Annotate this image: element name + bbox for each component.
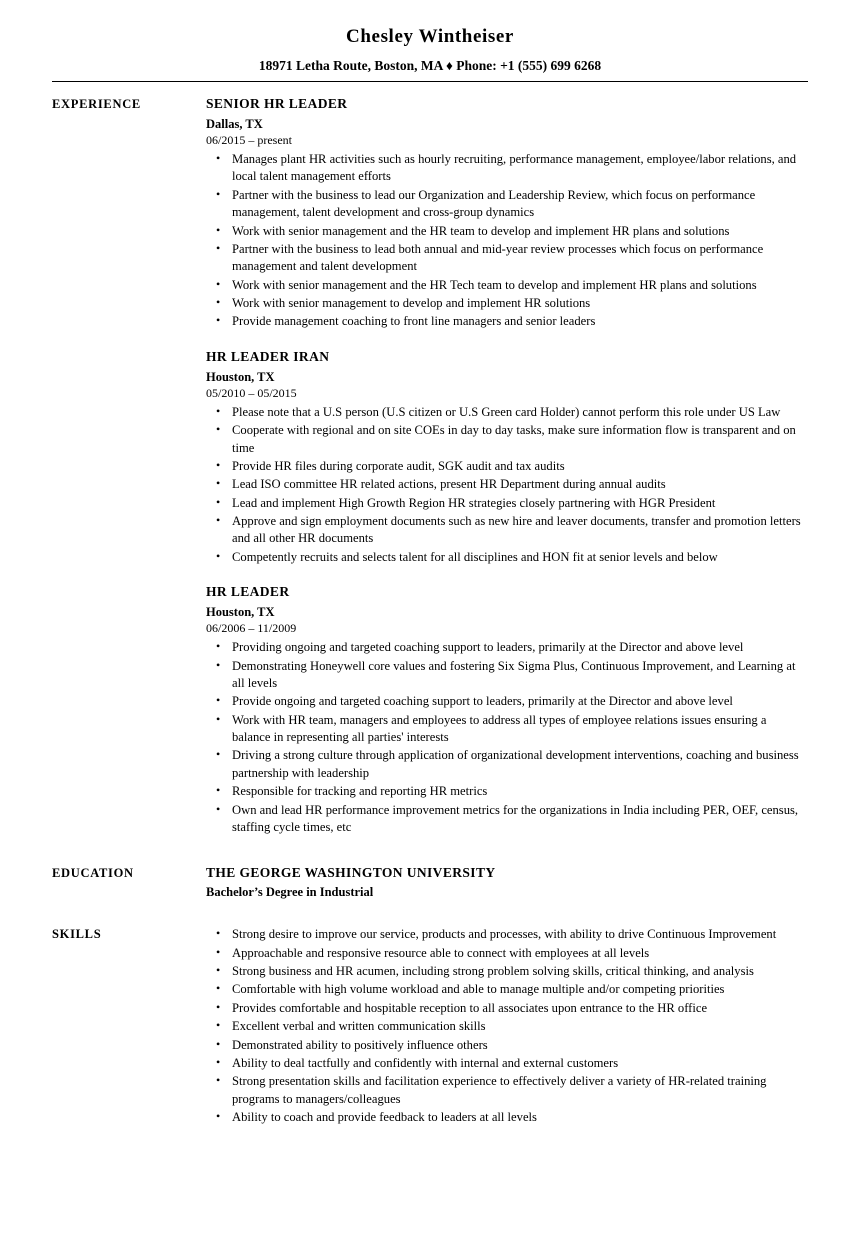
- bullet-item: • Manages plant HR activities such as hourly recruiting, performance management, employee/labor relations, and local talent management efforts: [206, 151, 808, 186]
- bullet-item: • Provide management coaching to front line managers and senior leaders: [206, 313, 808, 330]
- experience-body: [170, 96, 808, 837]
- bullet-item: • Providing ongoing and targeted coaching support to leaders, primarily at the Director and above level: [206, 639, 808, 656]
- bullet-item: • Provide HR files during corporate audit, SGK audit and tax audits: [206, 458, 808, 475]
- bullet-item: • Driving a strong culture through application of organizational development interventions, coaching and business partnership with leadership: [206, 747, 808, 782]
- bullet-item: • Partner with the business to lead our Organization and Leadership Review, which focus on performance management, talent development and cross-group dynamics: [206, 187, 808, 222]
- bullet-item: • Strong presentation skills and facilitation experience to effectively deliver a variety of HR-related training programs to managers/colleagues: [206, 1073, 808, 1108]
- bullet-item: • Strong desire to improve our service, products and processes, with ability to drive Continuous Improvement: [206, 926, 808, 943]
- section-label-experience: EXPERIENCE: [52, 97, 141, 111]
- education-school: THE GEORGE WASHINGTON UNIVERSITY: [206, 865, 496, 881]
- bullet-item: • Partner with the business to lead both annual and mid-year review processes which focus on performance management and talent development: [206, 241, 808, 276]
- bullet-item: • Please note that a U.S person (U.S citizen or U.S Green card Holder) cannot perform this role under US Law: [206, 404, 808, 421]
- bullet-item: • Strong business and HR acumen, including strong problem solving skills, critical thinking, and analysis: [206, 963, 808, 980]
- header-divider: [52, 81, 808, 82]
- bullet-item: • Cooperate with regional and on site COEs in day to day tasks, make sure information flow is transparent and on time: [206, 422, 808, 457]
- candidate-contact: 18971 Letha Route, Boston, MA ♦ Phone: +1 (555) 699 6268: [258, 58, 602, 73]
- job-entry: [206, 584, 808, 836]
- section-label-skills: SKILLS: [52, 927, 102, 942]
- bullet-item: • Demonstrating Honeywell core values and fostering Six Sigma Plus, Continuous Improvement, and Learning at all levels: [206, 658, 808, 693]
- skills-bullets: [206, 926, 808, 1126]
- bullet-item: • Work with senior management and the HR team to develop and implement HR plans and solutions: [206, 223, 808, 240]
- job-dates: 05/2010 – 05/2015: [206, 385, 297, 400]
- bullet-item: • Work with senior management and the HR Tech team to develop and implement HR plans and solutions: [206, 277, 808, 294]
- bullet-item: • Approachable and responsive resource able to connect with employees at all levels: [206, 945, 808, 962]
- bullet-item: • Competently recruits and selects talent for all disciplines and HON fit at senior levels and below: [206, 549, 808, 566]
- job-title: SENIOR HR LEADER: [206, 96, 348, 111]
- job-entry: [206, 349, 808, 566]
- education-body: [170, 865, 808, 900]
- bullet-item: • Ability to deal tactfully and confidently with internal and external customers: [206, 1055, 808, 1072]
- bullet-item: • Ability to coach and provide feedback to leaders at all levels: [206, 1109, 808, 1126]
- bullet-item: • Provide ongoing and targeted coaching support to leaders, primarily at the Director and above level: [206, 693, 808, 710]
- job-location: Houston, TX: [206, 369, 275, 384]
- bullet-item: • Own and lead HR performance improvement metrics for the organizations in India including PER, OEF, census, staffing cycle times, etc: [206, 802, 808, 837]
- bullet-item: • Provides comfortable and hospitable reception to all associates upon entrance to the HR office: [206, 1000, 808, 1017]
- job-bullets: [206, 151, 808, 331]
- section-education: [52, 865, 808, 900]
- bullet-item: • Comfortable with high volume workload and able to manage multiple and/or competing priorities: [206, 981, 808, 998]
- job-location: Houston, TX: [206, 605, 275, 620]
- section-experience: [52, 96, 808, 837]
- bullet-item: • Approve and sign employment documents such as new hire and leaver documents, transfer and promotion letters and all other HR documents: [206, 513, 808, 548]
- bullet-item: • Excellent verbal and written communication skills: [206, 1018, 808, 1035]
- skills-body: [170, 926, 808, 1127]
- job-dates: 06/2006 – 11/2009: [206, 621, 297, 636]
- candidate-name: Chesley Wintheiser: [346, 26, 514, 47]
- job-location: Dallas, TX: [206, 117, 263, 131]
- education-degree: Bachelor’s Degree in Industrial: [206, 885, 374, 900]
- bullet-item: • Lead ISO committee HR related actions, present HR Department during annual audits: [206, 476, 808, 493]
- bullet-item: • Work with senior management to develop and implement HR solutions: [206, 295, 808, 312]
- bullet-item: • Responsible for tracking and reporting HR metrics: [206, 783, 808, 800]
- bullet-item: • Demonstrated ability to positively influence others: [206, 1037, 808, 1054]
- section-label-education: EDUCATION: [52, 866, 134, 881]
- bullet-item: • Work with HR team, managers and employees to address all types of employee relations issues ensuring a balance in representing all parties' interests: [206, 712, 808, 747]
- job-bullets: [206, 404, 808, 566]
- job-dates: 06/2015 – present: [206, 133, 292, 147]
- section-skills: [52, 926, 808, 1127]
- bullet-item: • Lead and implement High Growth Region HR strategies closely partnering with HGR President: [206, 495, 808, 512]
- job-bullets: [206, 639, 808, 836]
- job-entry: [206, 96, 808, 331]
- job-title: HR LEADER IRAN: [206, 348, 330, 364]
- job-title: HR LEADER: [206, 584, 290, 600]
